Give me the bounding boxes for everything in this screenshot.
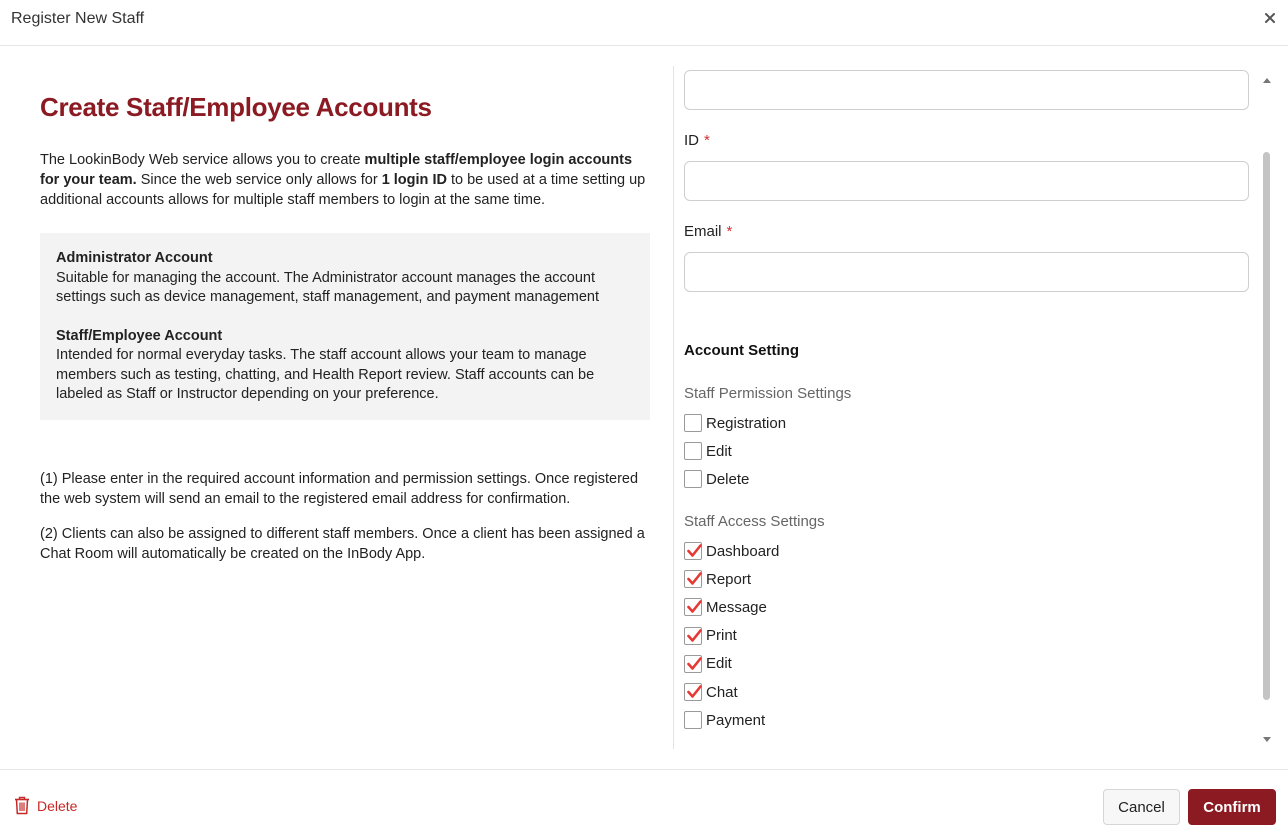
permission-checkbox-label: Edit	[706, 442, 732, 460]
page-title: Create Staff/Employee Accounts	[40, 92, 432, 122]
checkbox[interactable]	[684, 414, 702, 432]
access-checkbox-row[interactable]	[684, 710, 765, 730]
staff-account-block	[56, 327, 634, 405]
checkbox-checked[interactable]	[684, 598, 702, 616]
intro-part: to be used at a time setting up additional accounts allows for multiple staff members to login at the same time.	[40, 172, 646, 208]
trash-icon	[14, 796, 30, 815]
access-checkbox-row[interactable]	[684, 654, 732, 674]
permission-checkbox-row[interactable]	[684, 413, 786, 433]
intro-text	[40, 150, 650, 210]
access-checkbox-row[interactable]	[684, 682, 738, 702]
required-mark: *	[704, 132, 710, 149]
intro-bold: 1 login ID	[381, 172, 447, 188]
access-checkbox-row[interactable]	[684, 597, 767, 617]
account-setting-heading: Account Setting	[684, 342, 799, 359]
email-label	[684, 223, 732, 240]
permission-settings-heading: Staff Permission Settings	[684, 385, 852, 402]
access-checkbox-label: Message	[706, 598, 767, 616]
form-scrollbar[interactable]	[1260, 66, 1274, 750]
scroll-up-icon[interactable]	[1261, 72, 1273, 90]
account-types-box	[40, 233, 650, 420]
access-checkbox-label: Chat	[706, 683, 738, 701]
checkbox[interactable]	[684, 711, 702, 729]
checkbox[interactable]	[684, 470, 702, 488]
column-divider	[673, 66, 674, 749]
admin-account-desc: Suitable for managing the account. The Administrator account manages the account settings such as device management, staff management, and payment management	[56, 269, 599, 305]
access-checkbox-row[interactable]	[684, 626, 737, 646]
checkmark-icon	[686, 571, 702, 587]
access-checkbox-label: Report	[706, 570, 752, 588]
id-label	[684, 132, 710, 149]
id-input[interactable]	[684, 161, 1249, 201]
checkmark-icon	[686, 684, 702, 700]
access-checkbox-label: Dashboard	[706, 542, 780, 560]
checkbox-checked[interactable]	[684, 627, 702, 645]
access-checkbox-row[interactable]	[684, 569, 751, 589]
staff-account-desc: Intended for normal everyday tasks. The staff account allows your team to manage members such as testing, chatting, and Health Report review. Staff accounts can be labeled as Staff or Instructor depending on your preference.	[56, 347, 595, 402]
intro-bold: multiple staff/employee login accounts for your team.	[40, 152, 633, 188]
email-label-text: Email	[684, 223, 722, 240]
checkmark-icon	[686, 599, 702, 615]
access-checkbox-row[interactable]	[684, 541, 779, 561]
required-mark: *	[726, 223, 733, 240]
email-input[interactable]	[684, 252, 1249, 292]
checkmark-icon	[686, 656, 702, 672]
access-checkbox-label: Edit	[706, 655, 732, 673]
dialog-title: Register New Staff	[11, 10, 145, 27]
dialog-header	[0, 0, 1288, 46]
id-label-text: ID	[684, 132, 699, 149]
checkmark-icon	[686, 543, 702, 559]
checkbox-checked[interactable]	[684, 683, 702, 701]
dialog-footer	[0, 769, 1288, 836]
note-1: (1) Please enter in the required account information and permission settings. Once registered the web system will send an email to the registered email address for confirmation.	[40, 471, 639, 507]
permission-checkbox-label: Delete	[706, 470, 750, 488]
delete-button[interactable]	[14, 796, 77, 815]
staff-account-title: Staff/Employee Account	[56, 327, 223, 344]
checkmark-icon	[686, 628, 702, 644]
name-input[interactable]	[684, 70, 1249, 110]
access-checkbox-label: Print	[706, 627, 737, 645]
checkbox-checked[interactable]	[684, 542, 702, 560]
intro-part: Since the web service only allows for	[136, 172, 382, 188]
delete-label: Delete	[37, 797, 78, 814]
note-2: (2) Clients can also be assigned to different staff members. Once a client has been assigned a Chat Room will automatically be created on the InBody App.	[40, 526, 645, 562]
checkbox[interactable]	[684, 442, 702, 460]
checkbox-checked[interactable]	[684, 570, 702, 588]
scrollbar-thumb[interactable]	[1263, 152, 1270, 700]
confirm-button[interactable]: Confirm	[1188, 789, 1276, 825]
staff-form	[684, 46, 1250, 750]
checkbox-checked[interactable]	[684, 655, 702, 673]
cancel-button[interactable]: Cancel	[1103, 789, 1180, 825]
admin-account-block	[56, 249, 634, 308]
admin-account-title: Administrator Account	[56, 250, 213, 266]
close-icon[interactable]	[1262, 10, 1278, 26]
scroll-down-icon[interactable]	[1261, 732, 1273, 750]
permission-checkbox-row[interactable]	[684, 469, 749, 489]
permission-checkbox-row[interactable]	[684, 441, 732, 461]
permission-checkbox-label: Registration	[706, 414, 787, 432]
access-checkbox-label: Payment	[706, 711, 766, 729]
access-settings-heading: Staff Access Settings	[684, 513, 825, 530]
intro-part: The LookinBody Web service allows you to create	[40, 152, 365, 168]
